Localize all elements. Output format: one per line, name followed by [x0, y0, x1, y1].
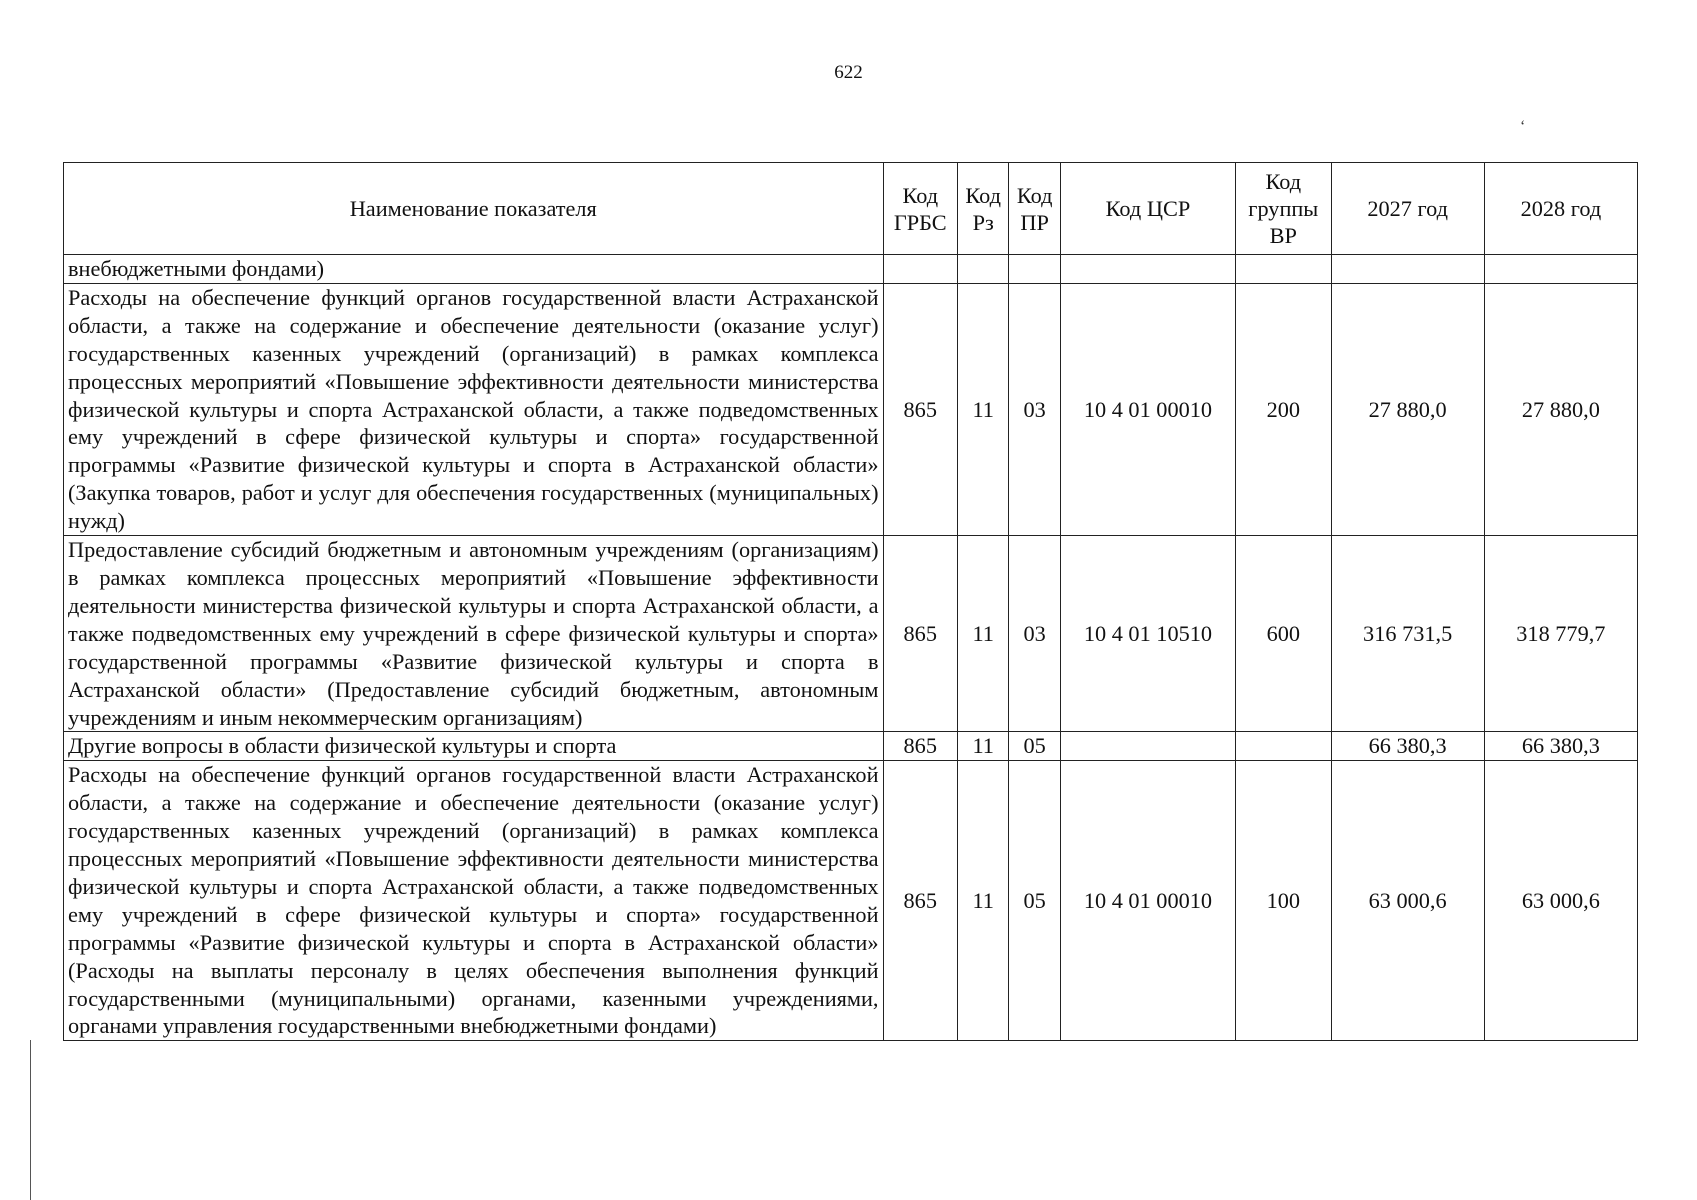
table-row: [64, 255, 1638, 284]
row-name: Предоставление субсидий бюджетным и автономным учреждениям (организациям) в рамках комплекса процессных мероприятий «Повышение эффективности деятельности министерства физической культуры и спорта Астраханской области, а также подведомственных ему учреждений в сфере физической культуры и спорта» государственной программы «Развитие физической культуры и спорта в Астраханской области» (Предоставление субсидий бюджетным, автономным учреждениям и иным некоммерческим организациям): [64, 536, 884, 732]
row-rz: 11: [958, 283, 1009, 535]
row-2028: [1484, 255, 1637, 284]
row-rz: 11: [958, 536, 1009, 732]
row-csr: [1060, 732, 1235, 761]
page-number: 622: [834, 62, 863, 83]
header-2027: 2027 год: [1331, 163, 1484, 255]
row-pr: 05: [1009, 761, 1060, 1041]
row-2027: 66 380,3: [1331, 732, 1484, 761]
scan-mark: ʻ: [1520, 118, 1526, 135]
row-2028: 27 880,0: [1484, 283, 1637, 535]
row-grbs: 865: [883, 536, 958, 732]
row-name: внебюджетными фондами): [64, 255, 884, 284]
row-csr: 10 4 01 00010: [1060, 283, 1235, 535]
row-csr: 10 4 01 10510: [1060, 536, 1235, 732]
table-row: [64, 732, 1638, 761]
row-rz: [958, 255, 1009, 284]
header-name: Наименование показателя: [64, 163, 884, 255]
header-csr: Код ЦСР: [1060, 163, 1235, 255]
row-vr: 100: [1236, 761, 1331, 1041]
table-row: [64, 761, 1638, 1041]
row-grbs: [883, 255, 958, 284]
header-grbs: Код ГРБС: [883, 163, 958, 255]
row-name: Другие вопросы в области физической культуры и спорта: [64, 732, 884, 761]
row-name: Расходы на обеспечение функций органов государственной власти Астраханской области, а также на содержание и обеспечение деятельности (оказание услуг) государственных казенных учреждений (организаций) в рамках комплекса процессных мероприятий «Повышение эффективности деятельности министерства физической культуры и спорта Астраханской области, а также подведомственных ему учреждений в сфере физической культуры и спорта» государственной программы «Развитие физической культуры и спорта в Астраханской области» (Расходы на выплаты персоналу в целях обеспечения выполнения функций государственными (муниципальными) органами, казенными учреждениями, органами управления государственными внебюджетными фондами): [64, 761, 884, 1041]
row-2028: 63 000,6: [1484, 761, 1637, 1041]
row-2028: 66 380,3: [1484, 732, 1637, 761]
row-2027: 27 880,0: [1331, 283, 1484, 535]
row-rz: 11: [958, 761, 1009, 1041]
row-grbs: 865: [883, 283, 958, 535]
row-vr: 600: [1236, 536, 1331, 732]
table-row: [64, 283, 1638, 535]
row-pr: 05: [1009, 732, 1060, 761]
row-2027: [1331, 255, 1484, 284]
row-name: Расходы на обеспечение функций органов государственной власти Астраханской области, а также на содержание и обеспечение деятельности (оказание услуг) государственных казенных учреждений (организаций) в рамках комплекса процессных мероприятий «Повышение эффективности деятельности министерства физической культуры и спорта Астраханской области, а также подведомственных ему учреждений в сфере физической культуры и спорта» государственной программы «Развитие физической культуры и спорта в Астраханской области» (Закупка товаров, работ и услуг для обеспечения государственных (муниципальных) нужд): [64, 283, 884, 535]
header-rz: Код Рз: [958, 163, 1009, 255]
row-csr: [1060, 255, 1235, 284]
table-row: [64, 536, 1638, 732]
row-pr: 03: [1009, 536, 1060, 732]
row-2027: 63 000,6: [1331, 761, 1484, 1041]
row-2028: 318 779,7: [1484, 536, 1637, 732]
budget-table: [63, 162, 1638, 1041]
header-pr: Код ПР: [1009, 163, 1060, 255]
row-rz: 11: [958, 732, 1009, 761]
margin-line: [30, 1040, 31, 1200]
row-vr: 200: [1236, 283, 1331, 535]
row-pr: 03: [1009, 283, 1060, 535]
row-csr: 10 4 01 00010: [1060, 761, 1235, 1041]
header-vr: Код группы ВР: [1236, 163, 1331, 255]
table-header-row: [64, 163, 1638, 255]
row-pr: [1009, 255, 1060, 284]
row-grbs: 865: [883, 732, 958, 761]
header-2028: 2028 год: [1484, 163, 1637, 255]
row-vr: [1236, 255, 1331, 284]
row-vr: [1236, 732, 1331, 761]
row-grbs: 865: [883, 761, 958, 1041]
row-2027: 316 731,5: [1331, 536, 1484, 732]
